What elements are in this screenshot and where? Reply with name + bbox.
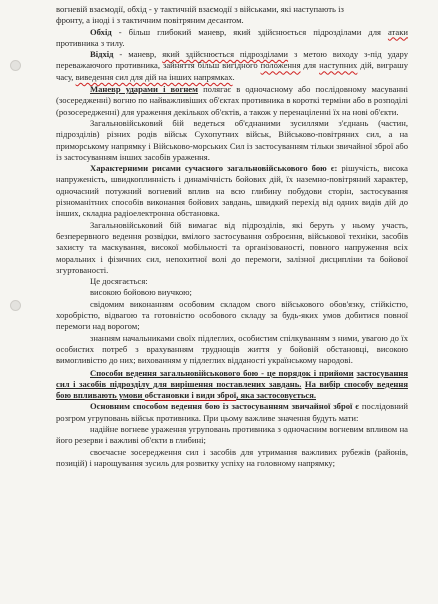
obkhid-paragraph [56, 27, 408, 50]
obkhid-text-a: - більш глибокий маневр, який здійснюється підрозділами для [111, 26, 388, 37]
general-paragraph-1: Загальновійськовий бій ведеться об'єднаними зусиллями з'єднань (частин, підрозділів) різних родів військ Сухопутних військ, Військово-повітряних сил, а на приморському напрямку і Військово-морських Сил із застосуванням тільки звичайної зброї або із застосуванням інших засобів ураження. [56, 117, 408, 162]
basic-paragraph [56, 401, 408, 424]
spell-error-mark: наступних [319, 60, 358, 71]
manevr-term: Маневр ударами і вогнем [90, 84, 198, 95]
features-paragraph [56, 163, 408, 219]
list-item: своєчасне зосередження сил і засобів для утримання важливих рубежів (районів, позицій) і нарощування зусиль для розвитку успіху на головному напрямку; [56, 446, 408, 468]
intro-paragraph [56, 4, 408, 27]
achieved-item: свідомим виконанням особовим складом свого військового обов'язку, стійкістю, хоробрістю, відвагою та готовністю особового складу за будь-яких умов добитися повної перемоги над ворогом; [56, 298, 408, 332]
basic-text: послідовний розгром угруповань військ противника. При цьому важливе значення будуть мати: [56, 401, 408, 423]
obkhid-text-b: противника з тилу. [56, 37, 125, 48]
manevr-text: полягає в одночасному або послідовному масуванні (зосередженні) вогню по найважливіших об'єктах противника в короткі терміни або в розподілі (розосередженні) для ураження декількох об'єктів, а також у перенаціленні їх на нові об'єкти. [56, 84, 409, 117]
methods-paragraph [56, 368, 408, 402]
obkhid-term: Обхід [90, 26, 112, 37]
vidkhid-text-a: - маневр, [113, 49, 163, 60]
punch-hole [10, 300, 21, 311]
vidkhid-text-e: . [232, 71, 235, 82]
general-paragraph-2: Загальновійськовий бій вимагає від підрозділів, які беруть у ньому участь, безперервного ведення розвідки, вмілого застосування озброєння, військової техніки, засобів захисту та маскування, високої мобільності та організованості, повного напруження всіх моральних і фізичних сил, непохитної волі до перемоги, залізної дисципліни та бойової згуртованості. [56, 219, 408, 275]
punch-hole [10, 60, 21, 71]
achieved-intro: Це досягається: [90, 276, 148, 287]
vidkhid-text-b: з метою виходу з-під удару переважаючого противника, зайняття більш вигідного [56, 49, 408, 71]
vidkhid-paragraph [56, 49, 408, 83]
features-text: рішучість, висока напруженість, швидкоплинність і динамічність бойових дій, їх наземно-повітряний характер, одночасний потужний вогневий вплив на всю глибину побудови сторін, застосування різноманітних способів виконання бойових завдань, швидкий перехід від одних видів дій до інших, складна радіоелектронна обстановка. [56, 163, 408, 219]
basic-term: Основним способом ведення бою із застосуванням звичайної зброї є [90, 401, 360, 412]
spell-error-mark: який здійснюється підрозділами [162, 49, 289, 60]
spell-error-mark: атаки [387, 26, 408, 37]
achieved-item: знанням начальниками своїх підлеглих, особистим спілкуванням з ними, увагою до їх особистих потреб з врахуванням труднощів життя у бойовій обстановці, високою вимогливістю до них; вихованням у підлеглих відданості українському народові. [56, 332, 408, 366]
methods-line-3-b: , яка застосовується. [236, 390, 317, 401]
intro-line-2: фронту, а іноді і з тактичним повітряним десантом. [56, 15, 244, 26]
achieved-item: високою бойовою виучкою; [90, 287, 192, 298]
methods-line-2: застосування сил і засобів підрозділу для вирішення поставлених завдань. [56, 367, 409, 389]
features-term: Характерними рисами сучасного загальновійськового бою є: [90, 163, 338, 174]
spell-error-mark: обстановки і види зброї [144, 390, 237, 401]
methods-line-3-a: На вибір способу ведення бою впливають умови [56, 378, 408, 401]
intro-line-1: вогневій взаємодії, обхід - у тактичній взаємодії з військами, які наступають із [56, 4, 344, 14]
vidkhid-text-c: для [300, 60, 320, 71]
vidkhid-text-d: дій, виграшу часу, [56, 60, 408, 82]
list-item: надійне вогневе ураження угруповань противника з одночасним вогневим впливом на його резерви і важливі об'єкти в глибині; [56, 423, 408, 446]
methods-line-1: Способи ведення загальновійськового бою - це порядок і прийоми [90, 367, 354, 378]
spell-error-mark: положення [260, 60, 301, 71]
vidkhid-term: Відхід [90, 49, 114, 60]
spell-error-mark: виведення сил для дій на інших напрямках [75, 71, 233, 82]
manevr-paragraph [56, 84, 408, 118]
